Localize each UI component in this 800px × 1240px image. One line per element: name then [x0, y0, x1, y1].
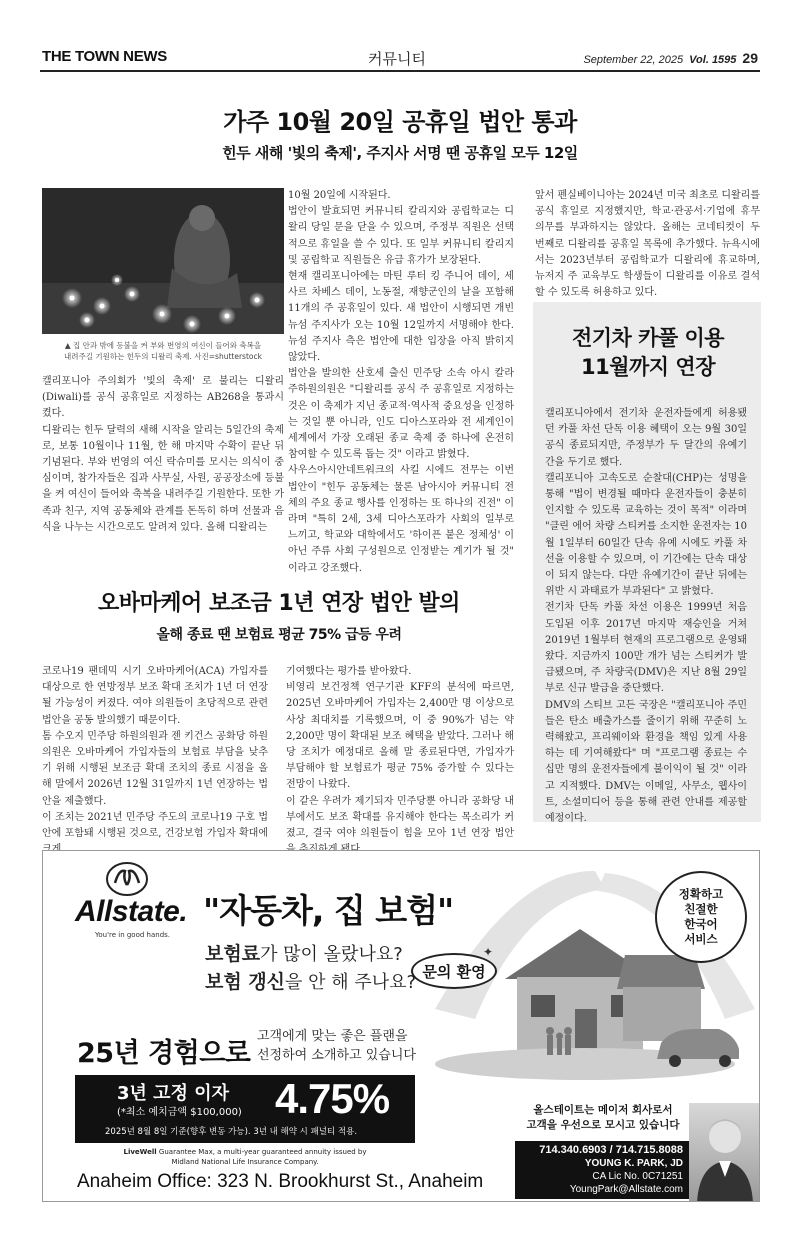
- allstate-hands-logo-icon: [103, 861, 151, 897]
- agent-email: YoungPark@Allstate.com: [569, 1184, 683, 1195]
- article1-column-1: 캘리포니아 주의회가 '빛의 축제' 로 불리는 디왈리(Diwali)를 공식 공휴일로 지정하는 AB268을 통과시켰다. 디왈리는 힌두 달력의 새해 시작을 알리는 5일간의 축제로, 보통 10월이나 11월, 한 해 마지막 수확이 끝난 뒤 기념된다. 부와 번영의 여신 락슈미를 모시는 의식이 중심이며, 참가자들은 집과 사무실, 사원, 공공장소에 등불을 켜 여신이 들어와 축복을 내려주길 기원한다. 또한 가족과 친구, 지역 공동체와 관계를 돈독히 하며 선물과 음식을 나누는 시간으로도 알려져 있다. 올해 디왈리는: [42, 376, 284, 533]
- experience-heading: 25년 경험으로: [77, 1038, 251, 1069]
- publication-name: THE TOWN NEWS: [42, 48, 167, 65]
- liveweil-brand: LiveWell: [123, 1148, 157, 1156]
- experience-note: 고객에게 맞는 좋은 플랜을 선정하여 소개하고 있습니다: [257, 1029, 416, 1063]
- article1-headline: 가주 10월 20일 공휴일 법안 통과: [223, 108, 577, 136]
- article3-column-1: 코로나19 팬데믹 시기 오바마케어(ACA) 가입자를 대상으로 한 연방정부 보조 확대 조치가 1년 더 연장될 가능성이 커졌다. 여야 의원들이 초당적으로 관련 법안을 공동 발의했기 때문이다. 톰 수오지 민주당 하원의원과 젠 키건스 공화당 하원의원은 오바마케어 가입자들의 보험료 부담을 낮추기 위해 시행된 보조금 확대 조치의 종료 시점을 올해 말에서 2026년 12월 31일까지 1년 연장하는 법안을 제출했다. 이 조치는 2021년 민주당 주도의 코로나19 구호 법안에 포함돼 시행된 것으로, 건강보험 가입자 확대에: [42, 666, 268, 840]
- annuity-disclosure: [75, 1147, 415, 1167]
- office-address: Anaheim Office: 323 N. Brookhurst St., Anaheim: [77, 1171, 484, 1192]
- article2-headline: 전기차 카풀 이용 11월까지 연장: [571, 326, 725, 379]
- article3-column-2: 기여했다는 평가를 받아왔다. 비영리 보건정책 연구기관 KFF의 분석에 따르면, 2025년 오바마케어 가입자는 2,400만 명 이상으로 사상 최대치를 기록했으며, 이 중 90%가 넘는 약 2,200만 명이 확대된 보조 혜택을 받았다. 그러나 해당 조치가 예정대로 올해 말 종료된다면, 가입자가 부담해야 할 보험료가 평균 75% 증가할 수 있다는 전망이 나왔다. 이 같은 우려가 제기되자 민주당뿐 아니라 공화당 내부에서도 보조 확대를 유지해야 한다는 목소리가 커졌고, 결국 여야 의원들이 힘을 모아 1년 연장 법안: [286, 666, 514, 840]
- photo-caption: ▲ 집 안과 밖에 등불을 켜 부와 번영의 여신이 들어와 축복을 내려주길 기원하는 힌두의 디왈리 축제. 사진=shutterstock: [64, 341, 262, 361]
- allstate-brand: Allstate.: [75, 895, 188, 928]
- article1-subhead: 힌두 새해 '빛의 축제', 주지사 서명 땐 공휴일 모두 12일: [222, 144, 578, 162]
- agent-photo: [689, 1103, 760, 1202]
- agent-license: CA Lic No. 0C71251: [592, 1171, 683, 1182]
- allstate-tagline: You're in good hands.: [95, 931, 171, 939]
- ad-question-1-rest: 가 많이 올랐나요?: [260, 944, 403, 965]
- welcome-badge: 문의 환영: [411, 953, 497, 989]
- korean-service-badge: 정확하고 친절한 한국어 서비스: [655, 871, 747, 963]
- page-number: 29: [742, 50, 758, 66]
- ad-question-1-bold: 보험료: [205, 943, 261, 965]
- agent-phone: 714.340.6903 / 714.715.8088: [539, 1144, 683, 1156]
- rate-value: 4.75%: [275, 1075, 390, 1122]
- article1-column-3: 앞서 펜실베이니아는 2024년 미국 최초로 디왈리를 공식 휴일로 지정했지만, 학교·관공서·기업에 휴무 의무를 부과하지는 않았다. 올해는 코네티컷이 두 번째로 디왈리를 공휴일 목록에 추가했다. 뉴욕시에서는 2023년부터 공립학교가 디왈리에 휴교하며, 뉴저지 주 교육부도 학생들이 디왈리를 이유로 결석할 수 있도록 허용하고 있다.: [535, 190, 760, 299]
- section-name: 커뮤니티: [368, 50, 426, 68]
- diwali-photo: [42, 188, 284, 334]
- rate-minimum: (*최소 예치금액 $100,000): [117, 1107, 242, 1118]
- ad-question-2: [205, 967, 416, 994]
- rate-footnote: 2025년 8월 8일 기준(향후 변동 가능). 3년 내 해약 시 패널티 적용.: [105, 1127, 358, 1137]
- annuity-note: Guarantee Max, a multi-year guaranteed annuity issued by: [156, 1148, 367, 1156]
- issue-volume: Vol. 1595: [689, 54, 737, 66]
- ad-headline: "자동차, 집 보험": [203, 891, 454, 930]
- agent-name: YOUNG K. PARK, JD: [584, 1158, 683, 1169]
- ad-question-1: [205, 939, 403, 966]
- issue-info: [583, 50, 758, 66]
- ad-question-2-rest: 을 안 해 주나요?: [285, 972, 417, 993]
- sparkle-icon: ✦: [483, 945, 494, 959]
- issue-date: September 22, 2025: [583, 54, 684, 66]
- article3-headline: 오바마케어 보조금 1년 연장 법안 발의: [98, 591, 460, 616]
- agent-note: 올스테이트는 메이저 회사로서 고객을 우선으로 모시고 있습니다: [513, 1103, 693, 1133]
- allstate-ad: [42, 850, 760, 1202]
- rate-label: 3년 고정 이자: [117, 1083, 229, 1104]
- article2-body: 캘리포니아에서 전기차 운전자들에게 허용됐던 카풀 차선 단독 이용 혜택이 오는 9월 30일 공식 종료되지만, 주정부가 두 달간의 유예기간을 두기로 했다. 캘리포니아 고속도로 순찰대(CHP)는 성명을 통해 "법이 변경될 때마다 운전자들이 충분히 인지할 수 있도록 교육하는 것이 목적" 이라며 "클린 에어 차량 스티커를 소지한 운전자는 10월 1일부터 60일간 단속 유예 시에도 카풀 차선을 이용할 수 있으며, 이 기간에는 단속 대상이 되지 않는다. 다만 유예기간이 끝난 뒤에는 위반 시 과태료가 부과된다" 고 밝혔다. 전기차 단독 카풀 차선 이용은 1999년 처음 도입된 이후 2017년 마지막 재승인을 거쳐 2019년 1월부터 현재의 프로그램으로 운영돼 왔다. 지금까지 100만 개가 넘는 스티커가 발급됐으며, 주 차량국(DMV)은 지난 8월 29일부로 신규 발급을 중단했다. DMV의 스티브 고든 국장은 "캘리포니아 주민들은 탄소 배출가스를 줄이기 위해 꾸준히 노력해왔고, 프리웨이와 환경을 책임 있게 사용하는 데 기여해왔다" 며 "프로그램 종료는 수십만 명의 운전자들에게 불이익이 될 것" 이라고 지적했다. DMV는 이메일, 사무소, 웹사이트, 소셜미디어 등을 통해 관련 안내를 제공할 예정이다.: [545, 408, 747, 825]
- agent-portrait-icon: [689, 1103, 760, 1202]
- article1-column-2: 10월 20일에 시작된다. 법안이 발효되면 커뮤니티 칼리지와 공립학교는 디왈리 당일 문을 닫을 수 있으며, 주정부 직원은 선택적으로 휴일을 쓸 수 있다. 또 일부 커뮤니티 칼리지 및 공립학교 직원들은 유급 휴가가 보장된다. 현재 캘리포니아에는 마틴 루터 킹 주니어 데이, 세사르 차베스 데이, 노동절, 재향군인의 날을 포함해 11개의 주 공휴일이 있다. 새 법안이 시행되면 개빈 뉴섬 주지사가 오는 10월 12일까지 서명해야 한다. 뉴섬 주지사 측은 법안에 대한 입장을 아직 밝히지 않았다. 법안을 발의한 산호세 출신 민주당 소속 아시 칼라 주하원의원은 "디왈리를 공식 주 공휴일로 지정하는 것은 이 축제가 지닌 종교적·역사적 중요성을 인정하는 것일 뿐 아니라, 인도 디아스포라와 전 세계인이 세계에서 가장 오래된 종교 축제 중 하나에 온전히 참여할 수 있도록 돕는 것" 이라고 밝혔다. 사우스아시안네트워크의 사킬 시에드 전무는 이번 법안이 "힌두 공동체는 물론 남아시아 커뮤니티 전체의 주요 종교 행사를 인정하는 또 하나의 진전" 이라며 "특히 2세, 3세 디아스포라가 사회의 일부로 느끼고, 학교와 대학에서도 '하이픈 붙은 정체성' 이 아닌 주류 사회 구성원으로 인정받는 계기가 될 것" 이라고 강조했다.: [288, 190, 514, 574]
- header-rule: [40, 70, 760, 72]
- agent-contact-box: [515, 1141, 689, 1199]
- ad-question-2-bold: 보험 갱신: [205, 971, 286, 993]
- candles-illustration: [42, 188, 284, 334]
- annuity-issuer: Midland National Life Insurance Company.: [171, 1158, 319, 1166]
- article3-subhead: 올해 종료 땐 보험료 평균 75% 급등 우려: [156, 627, 402, 643]
- rate-box: [75, 1075, 415, 1143]
